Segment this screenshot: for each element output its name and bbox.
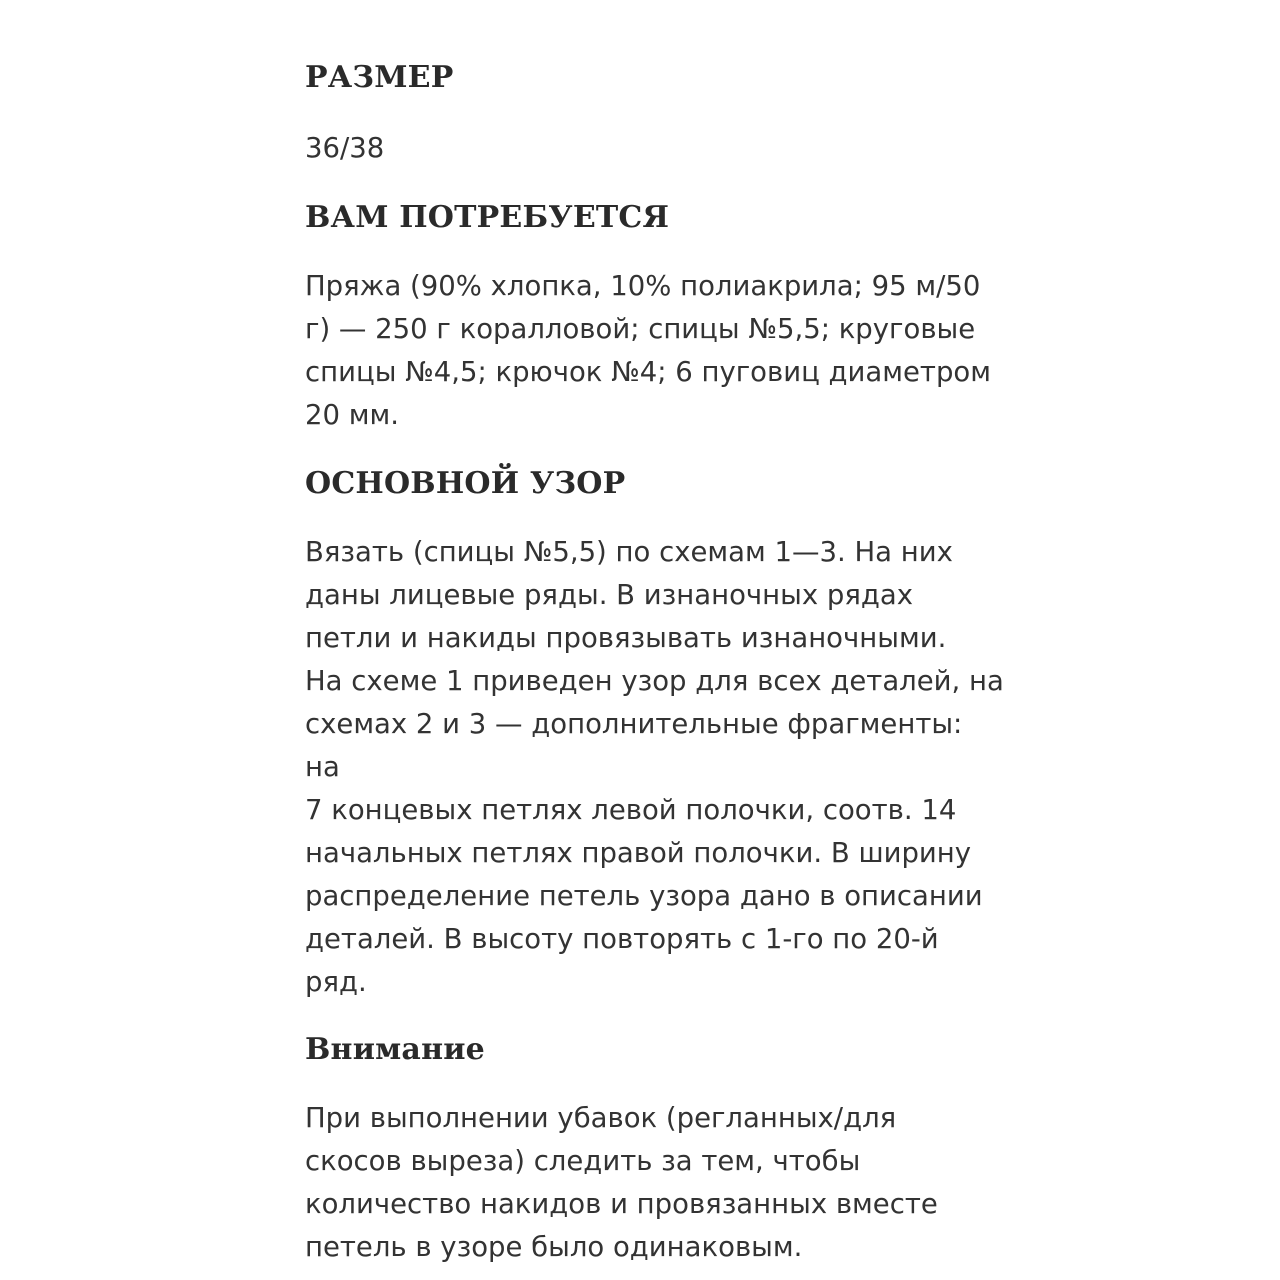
materials-heading: ВАМ ПОТРЕБУЕТСЯ xyxy=(305,200,670,235)
main-pattern-text: Вязать (спицы №5,5) по схемам 1—3. На них даны лицевые ряды. В изнаночных рядах петли и накиды провязывать изнаночными. На схеме 1 приведен узор для всех деталей, на схемах 2 и 3 — дополнительные фрагменты: на 7 концевых петлях левой полочки, соотв. 14 начальных петлях правой полочки. В ширину распределение петель узора дано в описании деталей. В высоту повторять с 1-го по 20-й ряд. xyxy=(305,536,1004,998)
materials-text: Пряжа (90% хлопка, 10% полиакрила; 95 м/50 г) — 250 г коралловой; спицы №5,5; круговые спицы №4,5; крючок №4; 6 пуговиц диаметром 20 мм. xyxy=(305,270,991,431)
attention-text: При выполнении убавок (регланных/для скосов выреза) следить за тем, чтобы количество накидов и провязанных вместе петель в узоре было одинаковым. xyxy=(305,1102,938,1263)
size-heading: РАЗМЕР xyxy=(305,60,454,95)
main-pattern-heading: ОСНОВНОЙ УЗОР xyxy=(305,466,626,501)
size-text: 36/38 xyxy=(305,132,385,164)
attention-heading: Внимание xyxy=(305,1032,485,1067)
document-body xyxy=(305,56,1005,1269)
